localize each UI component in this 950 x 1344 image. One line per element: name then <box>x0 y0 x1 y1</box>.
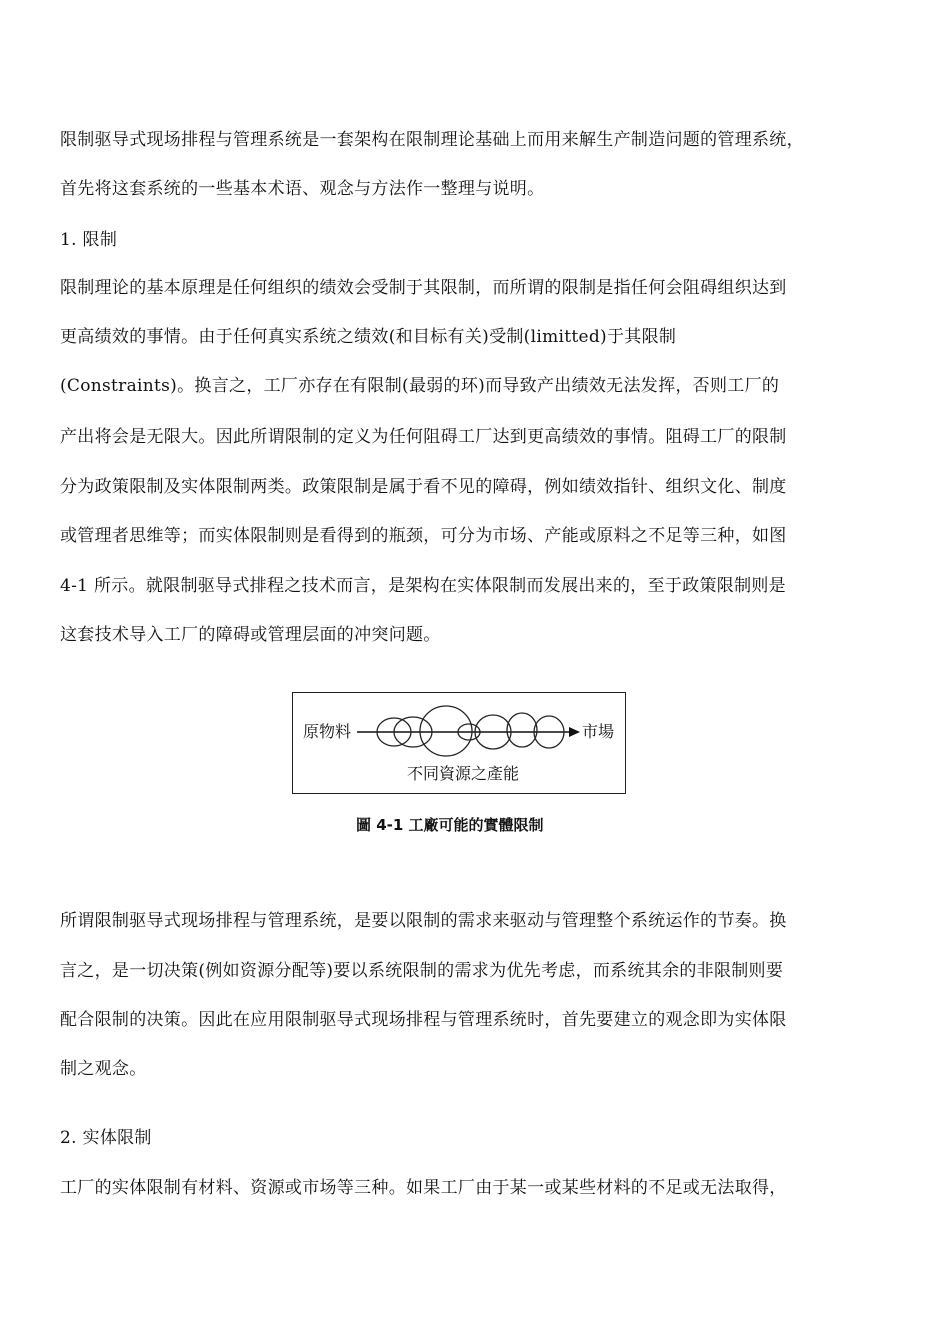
section-1-line-5: 分为政策限制及实体限制两类。政策限制是属于看不见的障碍，例如绩效指针、组织文化、制度 <box>60 477 787 497</box>
section-1-line-1: 限制理论的基本原理是任何组织的绩效会受制于其限制，而所谓的限制是指任何会阻碍组织达到 <box>60 278 787 298</box>
section-1-line-6: 或管理者思维等；而实体限制则是看得到的瓶颈，可分为市场、产能或原料之不足等三种，如图 <box>60 526 787 546</box>
market-label: 市場 <box>582 722 615 741</box>
paragraph-2-line-3: 配合限制的决策。因此在应用限制驱导式现场排程与管理系统时，首先要建立的观念即为实体限 <box>60 1010 787 1030</box>
section-2-heading: 2. 实体限制 <box>60 1128 152 1148</box>
flow-arrowhead <box>569 727 580 737</box>
capacity-circle-large <box>420 706 472 756</box>
capacity-label: 不同資源之產能 <box>407 764 520 783</box>
section-2-line-1: 工厂的实体限制有材料、资源或市场等三种。如果工厂由于某一或某些材料的不足或无法取得， <box>60 1178 787 1198</box>
paragraph-2-line-2: 言之，是一切决策(例如资源分配等)要以系统限制的需求为优先考虑，而系统其余的非限制则要 <box>60 961 784 981</box>
section-1-line-8: 这套技术导入工厂的障碍或管理层面的冲突问题。 <box>60 625 441 645</box>
section-1-line-3: (Constraints)。换言之，工厂亦存在有限制(最弱的环)而导致产出绩效无法发挥，否则工厂的 <box>60 376 780 396</box>
constraint-diagram <box>292 692 626 794</box>
figure-caption: 圖 4-1 工廠可能的實體限制 <box>356 816 544 834</box>
paragraph-2-line-4: 制之观念。 <box>60 1059 147 1079</box>
intro-line-1: 限制驱导式现场排程与管理系统是一套架构在限制理论基础上而用来解生产制造问题的管理系统， <box>60 130 804 150</box>
section-1-line-2: 更高绩效的事情。由于任何真实系统之绩效(和目标有关)受制(limitted)于其限制 <box>60 327 677 347</box>
intro-line-2: 首先将这套系统的一些基本术语、观念与方法作一整理与说明。 <box>60 179 545 199</box>
section-1-line-4: 产出将会是无限大。因此所谓限制的定义为任何阻碍工厂达到更高绩效的事情。阻碍工厂的限制 <box>60 427 787 447</box>
constraint-diagram-svg <box>293 693 627 795</box>
raw-material-label: 原物料 <box>303 722 352 741</box>
section-1-line-7: 4-1 所示。就限制驱导式排程之技术而言，是架构在实体限制而发展出来的，至于政策限制则是 <box>60 576 786 596</box>
section-1-heading: 1. 限制 <box>60 230 118 250</box>
paragraph-2-line-1: 所谓限制驱导式现场排程与管理系统，是要以限制的需求来驱动与管理整个系统运作的节奏。换 <box>60 911 787 931</box>
